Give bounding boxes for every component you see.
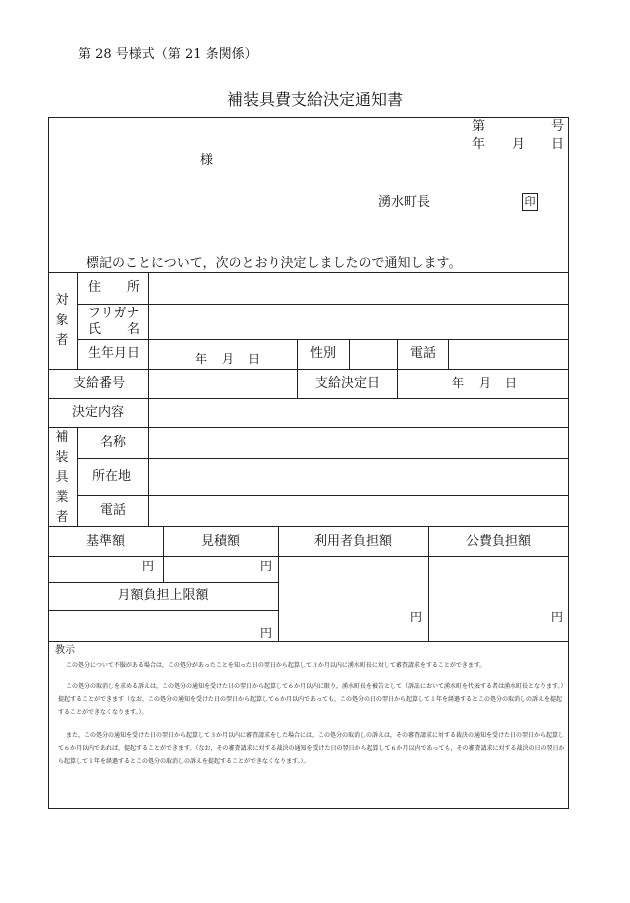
issue-month: 月 [512,137,526,152]
divider [48,556,569,557]
notice-heading: 教示 [55,645,75,656]
furigana-label: フリガナ [88,306,140,321]
divider [48,369,569,370]
addressee-suffix: 様 [200,153,214,168]
divider [297,339,298,398]
birthdate-label: 生年月日 [88,346,141,361]
issue-year: 年 [472,137,486,152]
divider [77,495,569,496]
decision-month: 月 [479,376,492,390]
user-burden-label: 利用者負担額 [313,534,392,549]
divider [77,272,78,369]
document-title: 補装具費支給決定通知書 [226,90,403,109]
payment-number-label: 支給番号 [73,376,126,391]
number-suffix: 号 [551,119,565,134]
notice-paragraph: この処分の取消しを求める訴えは，この処分の通知を受けた日の翌日から起算して６か月以内に限り，湧水町長を被告として（訴訟において湧水町を代表する者は湧水町長となります。）提起することができます（なお，この処分の通知を受けた日の翌日から起算して６か月以内であっても，この処分の日の翌日から起算して１年を経過するとこの処分の取消しの訴えを提起することができなくなります。）。 [58,683,564,716]
address-label: 住 所 [88,280,141,295]
form-number: 第 28 号様式（第 21 条関係） [78,47,258,62]
monthly-cap-label: 月額負担上限額 [117,588,209,603]
issue-day: 日 [551,137,565,152]
issuer-name: 湧水町長 [378,195,431,210]
divider [148,272,149,427]
decision-day: 日 [505,376,518,390]
decision-year: 年 [452,376,465,390]
monthly-cap-yen: 円 [260,626,273,640]
number-prefix: 第 [472,119,486,134]
intro-text: 標記のことについて，次のとおり決定しましたので通知します。 [86,256,462,271]
divider [77,427,78,526]
divider [48,272,569,273]
subject-group-label: 対 象 者 [55,293,69,348]
divider [48,641,569,642]
divider [397,339,398,398]
divider [48,582,278,583]
estimate-yen: 円 [260,559,273,573]
divider [349,339,350,369]
standard-amount-label: 基準額 [85,534,125,549]
decision-date-label: 支給決定日 [315,376,381,391]
birth-year: 年 [195,352,208,366]
divider [77,458,569,459]
name-label: 氏 名 [88,322,141,337]
vendor-group-label: 補 装 具 業 者 [55,430,69,525]
vendor-location-label: 所在地 [92,469,132,484]
public-burden-label: 公費負担額 [465,534,531,549]
decision-content-label: 決定内容 [72,405,125,420]
notice-paragraph: この処分について不服がある場合は，この処分があったことを知った日の翌日から起算して３か月以内に湧水町長に対して審査請求をすることができます。 [66,662,486,669]
user-burden-yen: 円 [410,610,423,624]
vendor-phone-label: 電話 [100,503,127,518]
divider [148,427,149,526]
divider [48,427,569,428]
standard-yen: 円 [142,559,155,573]
public-burden-yen: 円 [551,610,564,624]
divider [77,339,569,340]
divider [448,339,449,369]
divider [48,526,569,527]
notice-paragraph: また，この処分の通知を受けた日の翌日から起算して３か月以内に審査請求をした場合には，この処分の取消しの訴えは，その審査請求に対する裁決の通知を受けた日の翌日から起算して６か月以内であれば，提起することができます。（なお，その審査請求に対する裁決の通知を受けた日の翌日から起算して６か月以内であっても，その審査請求に対する裁決の日の翌日から起算して１年を経過するとこの処分の取消しの訴えを提起することができなくなります。）。 [58,732,565,765]
birth-month: 月 [222,352,235,366]
estimate-amount-label: 見積額 [200,534,240,549]
seal-mark: 印 [522,193,538,211]
gender-label: 性別 [310,346,337,361]
vendor-name-label: 名称 [100,435,127,450]
divider [48,610,278,611]
subject-phone-label: 電話 [410,346,437,361]
divider [48,398,569,399]
divider [77,304,569,305]
birth-day: 日 [248,352,261,366]
